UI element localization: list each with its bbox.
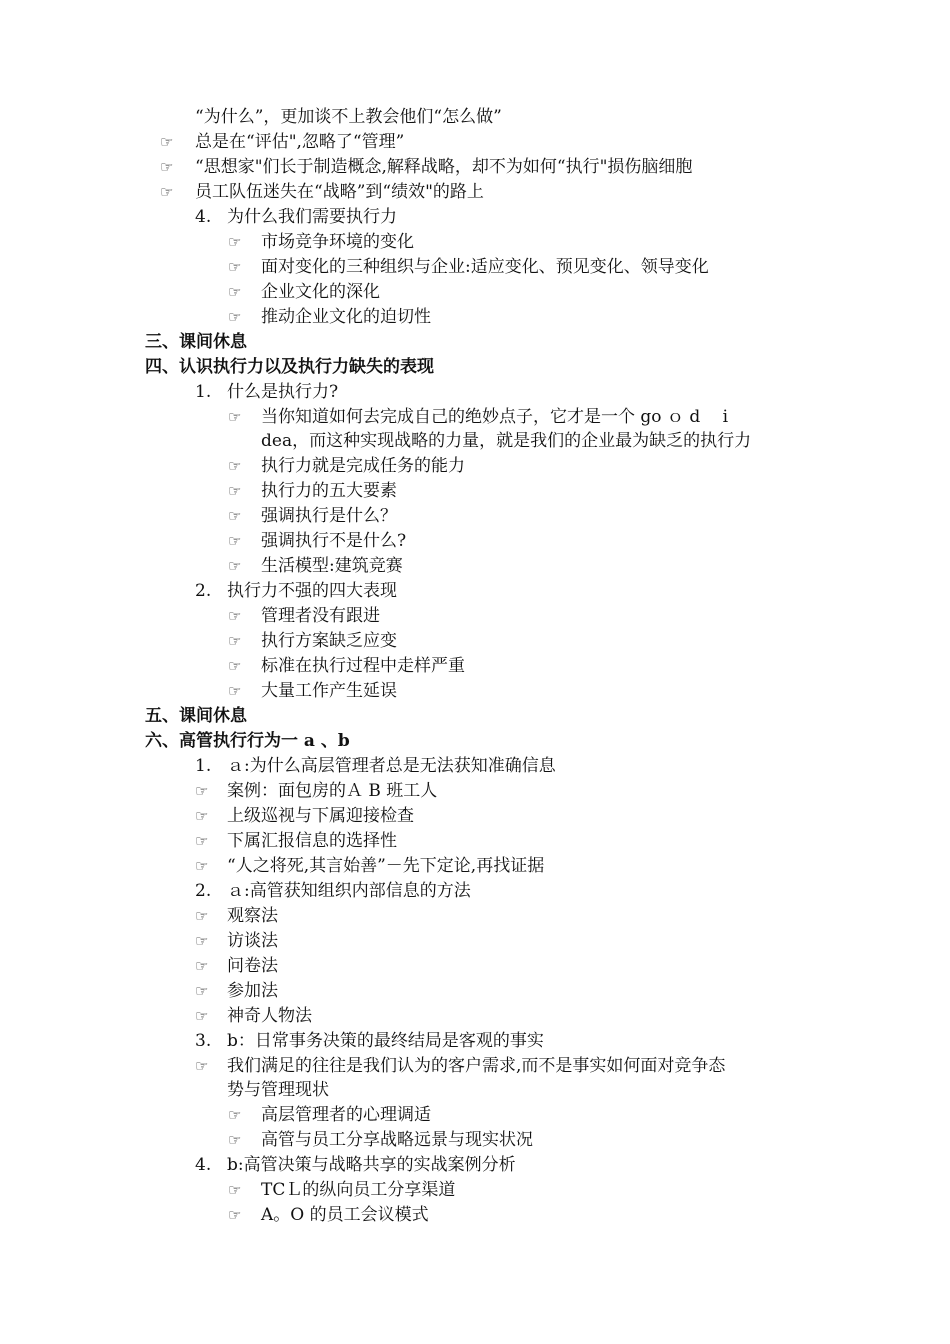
pointing-hand-icon: ☞ bbox=[228, 1181, 242, 1199]
bullet-item: 执行方案缺乏应变 bbox=[261, 631, 397, 651]
list-number: 1. bbox=[195, 382, 212, 402]
pointing-hand-icon: ☞ bbox=[228, 557, 242, 575]
bullet-item: 高管与员工分享战略远景与现实状况 bbox=[261, 1130, 533, 1150]
pointing-hand-icon: ☞ bbox=[228, 1131, 242, 1149]
pointing-hand-icon: ☞ bbox=[228, 482, 242, 500]
pointing-hand-icon: ☞ bbox=[195, 932, 209, 950]
bullet-item: A。O 的员工会议模式 bbox=[261, 1205, 429, 1225]
list-number: 3. bbox=[195, 1031, 212, 1051]
pointing-hand-icon: ☞ bbox=[160, 158, 174, 176]
bullet-item: 面对变化的三种组织与企业:适应变化、预见变化、领导变化 bbox=[261, 257, 709, 277]
pointing-hand-icon: ☞ bbox=[195, 1007, 209, 1025]
bullet-item: 大量工作产生延误 bbox=[261, 681, 397, 701]
section-heading: 五、课间休息 bbox=[145, 706, 247, 726]
pointing-hand-icon: ☞ bbox=[195, 1057, 209, 1075]
bullet-item: 访谈法 bbox=[227, 931, 278, 951]
numbered-item: ａ:为什么高层管理者总是无法获知准确信息 bbox=[227, 756, 556, 776]
bullet-item: 标准在执行过程中走样严重 bbox=[261, 656, 465, 676]
bullet-item: 员工队伍迷失在“战略”到“绩效"的路上 bbox=[195, 182, 484, 202]
pointing-hand-icon: ☞ bbox=[228, 408, 242, 426]
bullet-item: 执行力就是完成任务的能力 bbox=[261, 456, 465, 476]
numbered-item: 执行力不强的四大表现 bbox=[227, 581, 397, 601]
bullet-item: 执行力的五大要素 bbox=[261, 481, 397, 501]
pointing-hand-icon: ☞ bbox=[228, 607, 242, 625]
pointing-hand-icon: ☞ bbox=[228, 283, 242, 301]
bullet-item: 强调执行不是什么? bbox=[261, 531, 407, 551]
bullet-item: 高层管理者的心理调适 bbox=[261, 1105, 431, 1125]
list-number: 4. bbox=[195, 1155, 212, 1175]
section-heading: 三、课间休息 bbox=[145, 332, 247, 352]
pointing-hand-icon: ☞ bbox=[195, 907, 209, 925]
bullet-item: 管理者没有跟进 bbox=[261, 606, 380, 626]
numbered-item: 为什么我们需要执行力 bbox=[227, 207, 397, 227]
bullet-item: 市场竞争环境的变化 bbox=[261, 232, 414, 252]
bullet-item: 当你知道如何去完成自己的绝妙点子，它才是一个 go ｏ d i bbox=[261, 407, 729, 427]
pointing-hand-icon: ☞ bbox=[195, 832, 209, 850]
section-heading: 六、高管执行行为一 a 、b bbox=[145, 731, 350, 751]
bullet-item: 生活模型:建筑竞赛 bbox=[261, 556, 403, 576]
pointing-hand-icon: ☞ bbox=[228, 682, 242, 700]
pointing-hand-icon: ☞ bbox=[228, 507, 242, 525]
bullet-item: 下属汇报信息的选择性 bbox=[227, 831, 397, 851]
list-number: 2. bbox=[195, 881, 212, 901]
pointing-hand-icon: ☞ bbox=[228, 258, 242, 276]
list-number: 2. bbox=[195, 581, 212, 601]
pointing-hand-icon: ☞ bbox=[160, 183, 174, 201]
bullet-item: 强调执行是什么？ bbox=[261, 506, 397, 526]
pointing-hand-icon: ☞ bbox=[195, 957, 209, 975]
bullet-item-continuation: 势与管理现状 bbox=[227, 1080, 329, 1100]
pointing-hand-icon: ☞ bbox=[195, 857, 209, 875]
section-heading: 四、认识执行力以及执行力缺失的表现 bbox=[145, 357, 434, 377]
bullet-item: 推动企业文化的迫切性 bbox=[261, 307, 431, 327]
pointing-hand-icon: ☞ bbox=[228, 632, 242, 650]
pointing-hand-icon: ☞ bbox=[160, 133, 174, 151]
bullet-item: TCＬ的纵向员工分享渠道 bbox=[261, 1180, 456, 1200]
numbered-item: b：日常事务决策的最终结局是客观的事实 bbox=[227, 1031, 544, 1051]
bullet-item: 参加法 bbox=[227, 981, 278, 1001]
pointing-hand-icon: ☞ bbox=[228, 1106, 242, 1124]
pointing-hand-icon: ☞ bbox=[228, 308, 242, 326]
pointing-hand-icon: ☞ bbox=[228, 233, 242, 251]
pointing-hand-icon: ☞ bbox=[195, 982, 209, 1000]
numbered-item: b:高管决策与战略共享的实战案例分析 bbox=[227, 1155, 516, 1175]
bullet-item: 总是在“评估",忽略了“管理” bbox=[195, 132, 405, 152]
bullet-item: 我们满足的往往是我们认为的客户需求,而不是事实如何面对竞争态 bbox=[227, 1056, 726, 1076]
bullet-item: 观察法 bbox=[227, 906, 278, 926]
pointing-hand-icon: ☞ bbox=[228, 532, 242, 550]
bullet-item: “人之将死,其言始善”－先下定论,再找证据 bbox=[227, 856, 545, 876]
pointing-hand-icon: ☞ bbox=[195, 807, 209, 825]
pointing-hand-icon: ☞ bbox=[195, 782, 209, 800]
bullet-item: 上级巡视与下属迎接检查 bbox=[227, 806, 414, 826]
list-number: 1. bbox=[195, 756, 212, 776]
bullet-item: 神奇人物法 bbox=[227, 1006, 312, 1026]
bullet-item: “思想家"们长于制造概念,解释战略，却不为如何“执行"损伤脑细胞 bbox=[195, 157, 693, 177]
pointing-hand-icon: ☞ bbox=[228, 1206, 242, 1224]
pointing-hand-icon: ☞ bbox=[228, 657, 242, 675]
numbered-item: ａ:高管获知组织内部信息的方法 bbox=[227, 881, 471, 901]
list-number: 4. bbox=[195, 207, 212, 227]
bullet-item-continuation: dea，而这种实现战略的力量，就是我们的企业最为缺乏的执行力 bbox=[261, 431, 752, 451]
pointing-hand-icon: ☞ bbox=[228, 457, 242, 475]
bullet-item: 企业文化的深化 bbox=[261, 282, 380, 302]
numbered-item: 什么是执行力? bbox=[227, 382, 339, 402]
bullet-item: 问卷法 bbox=[227, 956, 278, 976]
text-line: “为什么”，更加谈不上教会他们“怎么做” bbox=[195, 107, 502, 127]
bullet-item: 案例：面包房的Ａ B 班工人 bbox=[227, 781, 438, 801]
